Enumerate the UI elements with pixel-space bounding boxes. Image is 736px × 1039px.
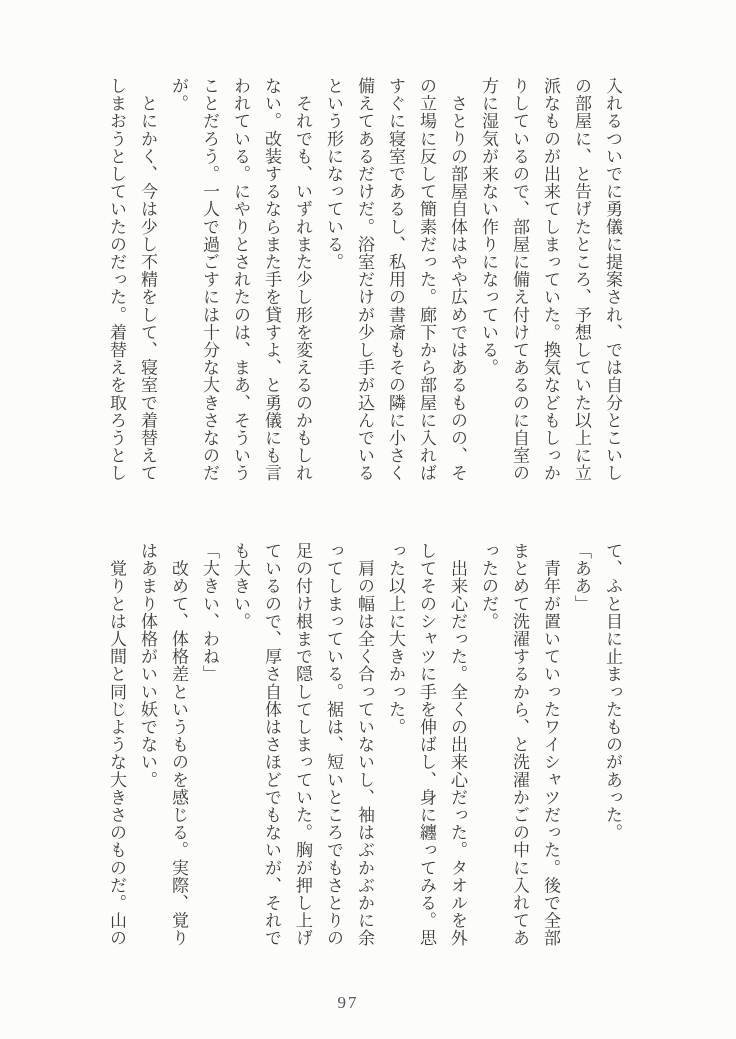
text-line: われている。にやりとされたのは、まあ、そういう: [231, 77, 250, 482]
text-line: 方に湿気が来ない作りになっている。: [479, 77, 498, 377]
text-line: 備えてあるだけだ。浴室だけが少し手が込んでいる: [355, 77, 374, 482]
text-line: ったのだ。: [479, 542, 498, 630]
text-line: 出来心だった。全くの出来心だった。タオルを外: [448, 542, 467, 947]
text-line: 入れるついでに勇儀に提案され、では自分とこいし: [603, 77, 622, 482]
text-line: 改めて、体格差というものを感じる。実際、覚り: [169, 542, 188, 947]
text-line: はあまり体格がいい妖でない。: [138, 542, 157, 789]
text-line: 足の付け根まで隠してしまっていた。胸が押し上げ: [293, 542, 312, 947]
text-line: て、ふと目に止まったものがあった。: [603, 542, 622, 842]
text-line: ない。改装するならまた手を貸すよ、と勇儀にも言: [262, 77, 281, 482]
text-line: 覚りとは人間と同じような大きさのものだ。山の: [107, 542, 126, 947]
text-line: それでも、いずれまた少し形を変えるのかもしれ: [293, 77, 312, 482]
text-line: 派なものが出来てしまっていた。換気などもしっか: [541, 77, 560, 482]
text-line: すぐに寝室であるし、私用の書斎もその隣に小さく: [386, 77, 405, 482]
text-line: りしているので、部屋に備え付けてあるのに自室の: [510, 77, 529, 482]
text-line: が。: [169, 77, 188, 113]
text-line: とにかく、今は少し不精をして、寝室で着替えて: [138, 77, 157, 482]
text-line: 「ああ」: [572, 542, 591, 613]
text-line: しまおうとしていたのだった。着替えを取ろうとし: [107, 77, 126, 482]
text-line: の立場に反して簡素だった。廊下から部屋に入れば: [417, 77, 436, 482]
text-line: まとめて洗濯するから、と洗濯かごの中に入れてあ: [510, 542, 529, 947]
text-line: 「大きい、わね」: [200, 542, 219, 683]
text-line: の部屋に、と告げたところ、予想していた以上に立: [572, 77, 591, 482]
text-line: という形になっている。: [324, 77, 343, 271]
text-line: も大きい。: [231, 542, 250, 630]
page-number: 97: [337, 993, 359, 1012]
text-line: 青年が置いていったワイシャツだった。後で全部: [541, 542, 560, 947]
text-line: ているので、厚さ自体はさほどでもないが、それで: [262, 542, 281, 947]
text-line: さとりの部屋自体はやや広めではあるものの、そ: [448, 77, 467, 482]
text-line: った以上に大きかった。: [386, 542, 405, 736]
text-block-upper: [101, 77, 628, 511]
text-line: 肩の幅は全く合っていないし、袖はぶかぶかに余: [355, 542, 374, 947]
text-line: ことだろう。一人で過ごすには十分な大きさなのだ: [200, 77, 219, 482]
text-block-lower: [101, 542, 628, 976]
text-line: ってしまっている。裾は、短いところでもさとりの: [324, 542, 343, 947]
text-line: してそのシャツに手を伸ばし、身に纏ってみる。思: [417, 542, 436, 947]
